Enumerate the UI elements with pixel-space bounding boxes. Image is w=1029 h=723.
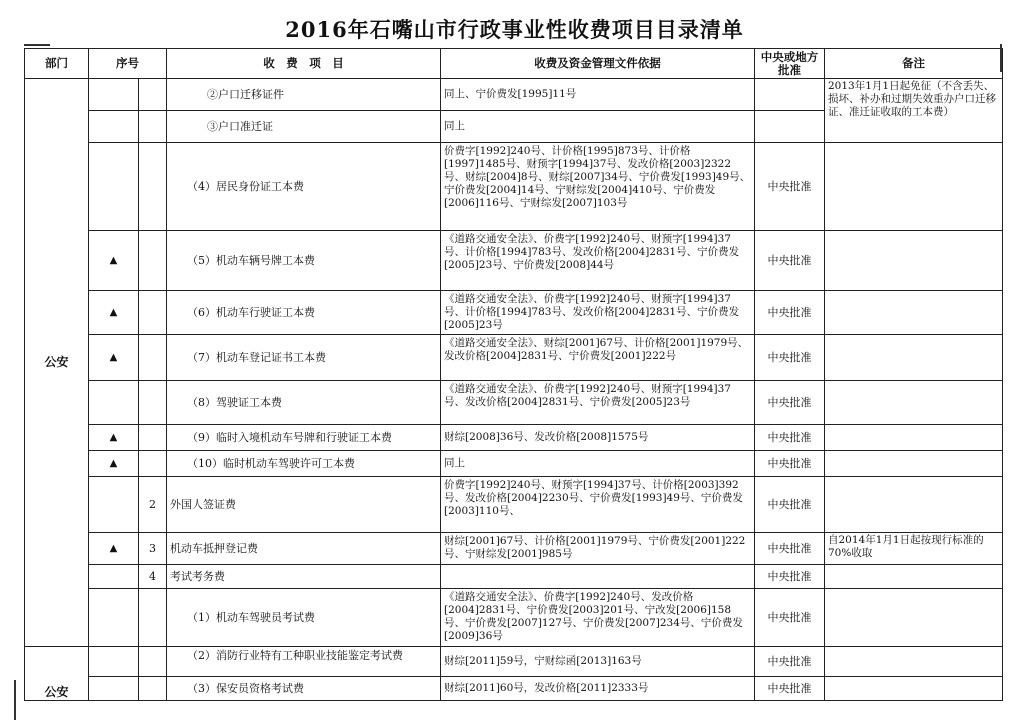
basis-cell: 《道路交通安全法》、价费字[1992]240号、财预字[1994]37号、发改价格[2004]2831号、宁价费发[2005]23号 xyxy=(444,382,731,408)
item-cell: （3）保安员资格考试费 xyxy=(167,677,441,701)
table-row xyxy=(25,143,1003,231)
mark-cell: ▲ xyxy=(89,291,139,335)
item-cell: 机动车抵押登记费 xyxy=(167,533,441,565)
basis-cell: 财综[2008]36号、发改价格[2008]1575号 xyxy=(441,425,755,451)
note-cell xyxy=(825,647,1003,677)
basis-cell: 《道路交通安全法》、价费字[1992]240号、财预字[1994]37号、计价格[1994]783号、发改价格[2004]2831号、宁价费发[2005]23号、宁价费发[2008]44号 xyxy=(444,232,740,271)
note-cell xyxy=(825,565,1003,589)
approval-cell xyxy=(755,111,825,143)
table-row xyxy=(25,335,1003,381)
num-cell xyxy=(139,335,167,381)
basis-cell: 同上、宁价费发[1995]11号 xyxy=(441,79,755,111)
header-seq: 序号 xyxy=(89,49,167,79)
num-cell xyxy=(139,143,167,231)
item-cell: （2）消防行业特有工种职业技能鉴定考试费 xyxy=(187,648,403,662)
item-cell: （9）临时入境机动车号牌和行驶证工本费 xyxy=(167,425,441,451)
table-row xyxy=(25,291,1003,335)
note-cell xyxy=(825,381,1003,425)
mark-cell: ▲ xyxy=(89,533,139,565)
item-cell: ②户口迁移证件 xyxy=(167,79,441,111)
item-cell: 外国人签证费 xyxy=(167,477,441,533)
mark-cell xyxy=(89,677,139,701)
basis-cell xyxy=(441,565,755,589)
mark-cell: ▲ xyxy=(89,335,139,381)
table-row xyxy=(25,381,1003,425)
num-cell xyxy=(139,231,167,291)
basis-cell: 财综[2011]59号，宁财综函[2013]163号 xyxy=(441,647,755,677)
num-cell xyxy=(139,79,167,111)
approval-cell: 中央批准 xyxy=(755,451,825,477)
note-cell xyxy=(825,677,1003,701)
note-cell xyxy=(825,335,1003,381)
approval-cell: 中央批准 xyxy=(755,291,825,335)
mark-cell xyxy=(89,381,139,425)
table-row xyxy=(25,533,1003,565)
approval-cell: 中央批准 xyxy=(755,647,825,677)
num-cell: 4 xyxy=(139,565,167,589)
note-cell xyxy=(825,425,1003,451)
num-cell xyxy=(139,291,167,335)
table-row xyxy=(25,647,1003,677)
basis-cell: 同上 xyxy=(441,111,755,143)
num-cell xyxy=(139,381,167,425)
fee-table xyxy=(24,48,1003,701)
table-row xyxy=(25,231,1003,291)
scan-corner-mark xyxy=(1000,44,1002,72)
mark-cell: ▲ xyxy=(89,425,139,451)
note-cell: 2013年1月1日起免征（不含丢失、损坏、补办和过期失效重办户口迁移证、准迁证收取的工本费） xyxy=(825,79,1003,143)
document-title: 2016年石嘴山市行政事业性收费项目目录清单 xyxy=(285,17,744,42)
item-cell: （1）机动车驾驶员考试费 xyxy=(167,589,441,647)
approval-cell xyxy=(755,79,825,111)
item-cell: （4）居民身份证工本费 xyxy=(167,143,441,231)
mark-cell: ▲ xyxy=(89,231,139,291)
scan-edge-mark xyxy=(14,680,16,720)
mark-cell xyxy=(89,647,139,677)
num-cell xyxy=(139,111,167,143)
table-row xyxy=(25,425,1003,451)
mark-cell xyxy=(89,565,139,589)
basis-cell: 价费字[1992]240号、计价格[1995]873号、计价格[1997]1485号、财预字[1994]37号、发改价格[2003]2322号、财综[2004]8号、财综[2007]34号、宁价费发[1993]49号、宁价费发[2004]14号、宁财综发[2004]410号、宁价费发[2006]116号、宁财综发[2007]103号 xyxy=(444,144,751,209)
item-cell: （8）驾驶证工本费 xyxy=(167,381,441,425)
approval-cell: 中央批准 xyxy=(755,589,825,647)
approval-cell: 中央批准 xyxy=(755,335,825,381)
basis-cell: 同上 xyxy=(441,451,755,477)
dept-cell-bottom: 公安 xyxy=(25,647,89,701)
header-note: 备注 xyxy=(825,49,1003,79)
note-cell xyxy=(825,291,1003,335)
approval-cell: 中央批准 xyxy=(755,143,825,231)
approval-cell: 中央批准 xyxy=(755,425,825,451)
note-cell xyxy=(825,143,1003,231)
note-cell xyxy=(825,477,1003,533)
header-basis: 收费及资金管理文件依据 xyxy=(441,49,755,79)
approval-cell: 中央批准 xyxy=(755,565,825,589)
note-cell xyxy=(825,231,1003,291)
num-cell xyxy=(139,425,167,451)
scan-corner-mark xyxy=(24,44,50,46)
table-row xyxy=(25,565,1003,589)
table-row xyxy=(25,451,1003,477)
approval-cell: 中央批准 xyxy=(755,477,825,533)
num-cell: 2 xyxy=(139,477,167,533)
basis-cell: 《道路交通安全法》、财综[2001]67号、计价格[2001]1979号、发改价格[2004]2831号、宁价费发[2001]222号 xyxy=(444,336,749,362)
dept-cell: 公安 xyxy=(25,79,89,647)
item-cell: （6）机动车行驶证工本费 xyxy=(167,291,441,335)
mark-cell xyxy=(89,589,139,647)
item-cell: ③户口准迁证 xyxy=(167,111,441,143)
header-row xyxy=(25,49,1003,79)
mark-cell xyxy=(89,477,139,533)
num-cell xyxy=(139,589,167,647)
mark-cell xyxy=(89,143,139,231)
mark-cell xyxy=(89,79,139,111)
approval-cell: 中央批准 xyxy=(755,533,825,565)
num-cell xyxy=(139,677,167,701)
mark-cell xyxy=(89,111,139,143)
basis-cell: 《道路交通安全法》、价费字[1992]240号、发改价格[2004]2831号、宁价费发[2003]201号、宁改发[2006]158号、宁价费发[2007]127号、宁价费发[2007]234号、宁价费发[2009]36号 xyxy=(444,590,743,642)
note-cell xyxy=(825,451,1003,477)
table-row xyxy=(25,589,1003,647)
num-cell: 3 xyxy=(139,533,167,565)
approval-cell: 中央批准 xyxy=(755,381,825,425)
basis-cell: 价费字[1992]240号、财预字[1994]37号、计价格[2003]392号、发改价格[2004]2230号、宁价费发[1993]49号、宁价费发[2003]110号、 xyxy=(444,478,743,517)
table-row xyxy=(25,677,1003,701)
header-dept: 部门 xyxy=(25,49,89,79)
basis-cell: 《道路交通安全法》、价费字[1992]240号、财预字[1994]37号、计价格[1994]783号、发改价格[2004]2831号、宁价费发[2005]23号 xyxy=(444,292,740,331)
table-row xyxy=(25,477,1003,533)
header-item: 收 费 项 目 xyxy=(167,49,441,79)
item-cell: （10）临时机动车驾驶许可工本费 xyxy=(167,451,441,477)
item-cell: （7）机动车登记证书工本费 xyxy=(167,335,441,381)
approval-cell: 中央批准 xyxy=(755,231,825,291)
note-cell xyxy=(825,589,1003,647)
approval-cell: 中央批准 xyxy=(755,677,825,701)
note-cell: 自2014年1月1日起按现行标准的70%收取 xyxy=(828,534,984,559)
mark-cell: ▲ xyxy=(89,451,139,477)
num-cell xyxy=(139,647,167,677)
num-cell xyxy=(139,451,167,477)
item-cell: 考试考务费 xyxy=(167,565,441,589)
item-cell: （5）机动车辆号牌工本费 xyxy=(167,231,441,291)
header-approval: 中央或地方批准 xyxy=(755,49,825,79)
basis-cell: 财综[2001]67号、计价格[2001]1979号、宁价费发[2001]222号、宁财综发[2001]985号 xyxy=(444,534,746,560)
basis-cell: 财综[2011]60号，发改价格[2011]2333号 xyxy=(441,677,755,701)
table-row xyxy=(25,79,1003,111)
